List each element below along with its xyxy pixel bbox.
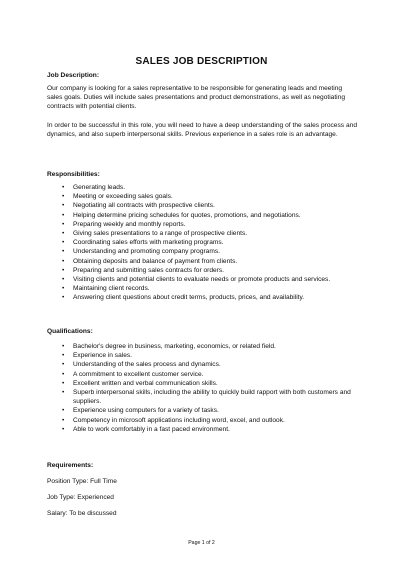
bullet-icon: • [62, 276, 65, 284]
list-item [47, 388, 357, 406]
list-item [47, 247, 357, 256]
list-item [47, 257, 357, 266]
bullet-icon: • [62, 343, 65, 350]
bullet-icon: • [62, 407, 65, 415]
list-item [47, 220, 357, 229]
list-item-text: Preparing weekly and monthly reports. [73, 220, 186, 228]
list-item-text: Visiting clients and potential clients to evaluate needs or promote products and services. [73, 276, 331, 284]
list-item [47, 406, 357, 415]
bullet-icon: • [62, 184, 65, 191]
list-item [47, 342, 357, 351]
bullet-icon: • [62, 230, 65, 238]
document-title: SALES JOB DESCRIPTION [135, 56, 268, 67]
bullet-icon: • [62, 370, 65, 378]
bullet-icon: • [62, 285, 65, 293]
list-item-text: Experience in sales. [73, 352, 133, 360]
bullet-icon: • [62, 266, 65, 274]
list-item-text: Negotiating all contracts with prospective clients. [73, 202, 215, 210]
qualifications-heading: Qualifications: [47, 328, 93, 335]
list-item-text: Understanding and promoting company programs. [73, 248, 220, 256]
list-item-text: Maintaining client records. [73, 285, 150, 293]
list-item [47, 201, 357, 210]
list-item-text: Superb interpersonal skills, including the ability to quickly build rapport with both customers and suppliers. [73, 389, 351, 406]
position-type: Position Type: Full Time [47, 478, 117, 485]
bullet-icon: • [62, 352, 65, 360]
bullet-icon: • [62, 416, 65, 424]
job-description-paragraph-1: Our company is looking for a sales representative to be responsible for generating leads and meeting sales goals. Duties will include sales presentations and product demonstrations, as well as negotiating contracts with potential clients. [47, 85, 345, 111]
list-item-text: Bachelor's degree in business, marketing, economics, or related field. [73, 343, 276, 350]
list-item [47, 266, 357, 275]
list-item-text: Generating leads. [73, 184, 126, 191]
list-item-text: Coordinating sales efforts with marketing programs. [73, 239, 224, 247]
responsibilities-heading: Responsibilities: [47, 171, 100, 178]
list-item-text: Competency in microsoft applications including word, excel, and outlook. [73, 416, 285, 424]
list-item [47, 192, 357, 201]
list-item [47, 293, 357, 302]
list-item-text: Experience using computers for a variety of tasks. [73, 407, 219, 415]
bullet-icon: • [62, 248, 65, 256]
job-type: Job Type: Experienced [47, 494, 114, 501]
list-item [47, 284, 357, 293]
list-item-text: Excellent written and verbal communication skills. [73, 379, 218, 387]
page-number: Page 1 of 2 [188, 540, 215, 546]
list-item [47, 238, 357, 247]
list-item-text: Answering client questions about credit terms, products, prices, and availability. [73, 294, 305, 302]
list-item [47, 379, 357, 388]
bullet-icon: • [62, 389, 65, 397]
responsibilities-list [47, 183, 357, 303]
list-item-text: Able to work comfortably in a fast paced environment. [73, 425, 230, 433]
list-item-text: Helping determine pricing schedules for quotes, promotions, and negotiations. [73, 211, 301, 219]
list-item [47, 416, 357, 425]
bullet-icon: • [62, 202, 65, 210]
bullet-icon: • [62, 257, 65, 265]
bullet-icon: • [62, 220, 65, 228]
list-item-text: Understanding of the sales process and dynamics. [73, 361, 221, 369]
bullet-icon: • [62, 193, 65, 201]
list-item [47, 360, 357, 369]
bullet-icon: • [62, 211, 65, 219]
job-description-paragraph-2: In order to be successful in this role, you will need to have a deep understanding of the sales process and dynamics, and also superb interpersonal skills. Previous experience in a sales role is an advantage. [47, 122, 357, 139]
list-item-text: Obtaining deposits and balance of payment from clients. [73, 257, 238, 265]
requirements-heading: Requirements: [47, 462, 94, 469]
list-item [47, 425, 357, 434]
job-description-heading: Job Description: [47, 72, 100, 79]
list-item [47, 183, 357, 192]
list-item [47, 351, 357, 360]
list-item [47, 211, 357, 220]
list-item-text: Giving sales presentations to a range of prospective clients. [73, 230, 248, 238]
salary: Salary: To be discussed [47, 510, 117, 517]
list-item [47, 370, 357, 379]
qualifications-list [47, 342, 357, 434]
bullet-icon: • [62, 294, 65, 302]
bullet-icon: • [62, 361, 65, 369]
list-item-text: A commitment to excellent customer service. [73, 370, 204, 378]
bullet-icon: • [62, 239, 65, 247]
bullet-icon: • [62, 379, 65, 387]
list-item-text: Preparing and submitting sales contracts for orders. [73, 266, 224, 274]
list-item [47, 275, 357, 284]
list-item-text: Meeting or exceeding sales goals. [73, 193, 173, 201]
list-item [47, 229, 357, 238]
bullet-icon: • [62, 425, 65, 433]
